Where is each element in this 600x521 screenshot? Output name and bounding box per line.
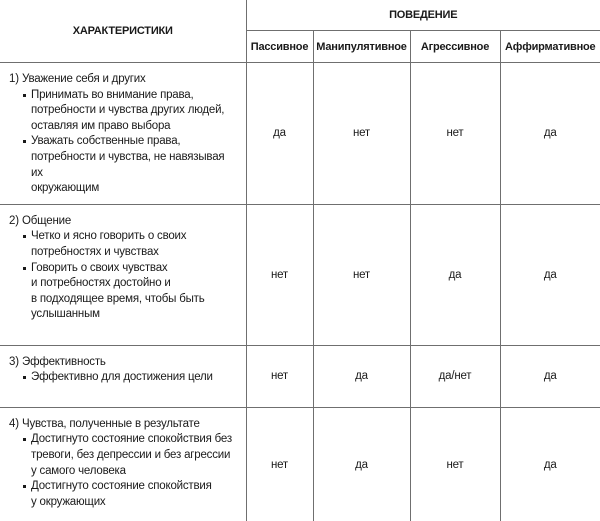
bullet-item: Принимать во внимание права, потребности и чувства других людей, оставляя им право выбора (22, 88, 238, 135)
characteristic-number: 2) (9, 214, 19, 227)
characteristic-title (9, 417, 238, 433)
value-cell: нет (313, 63, 410, 205)
value-cell: нет (246, 345, 313, 407)
value-cell: да (410, 204, 500, 345)
characteristic-bullets (9, 370, 238, 386)
column-header-passive: Пассивное (246, 31, 313, 63)
characteristic-cell (0, 407, 246, 521)
value-cell: да (246, 63, 313, 205)
value-cell: нет (410, 63, 500, 205)
characteristic-title (9, 214, 238, 230)
value-cell: да (500, 204, 600, 345)
table-row (0, 407, 600, 521)
characteristic-number: 4) (9, 417, 19, 430)
bullet-item: Эффективно для достижения цели (22, 370, 238, 386)
characteristic-title-text: Уважение себя и других (22, 73, 146, 85)
column-header-manipulative: Манипулятивное (313, 31, 410, 63)
value-cell: да (500, 345, 600, 407)
bullet-item: Четко и ясно говорить о своих потребностях и чувствах (22, 229, 238, 260)
value-cell: да (500, 63, 600, 205)
bullet-item: Достигнуто состояние спокойствия без тревоги, без депрессии и без агрессии у самого человека (22, 432, 238, 479)
table-row (0, 345, 600, 407)
bullet-item: Уважать собственные права, потребности и чувства, не навязывая их окружающим (22, 134, 238, 196)
column-header-aggressive: Агрессивное (410, 31, 500, 63)
value-cell: нет (246, 407, 313, 521)
characteristic-number: 3) (9, 355, 19, 368)
value-cell: да (500, 407, 600, 521)
characteristic-title-text: Общение (22, 214, 72, 227)
behavior-header: ПОВЕДЕНИЕ (246, 0, 600, 31)
characteristic-cell (0, 63, 246, 205)
value-cell: да (313, 345, 410, 407)
value-cell: нет (410, 407, 500, 521)
value-cell: да/нет (410, 345, 500, 407)
characteristic-bullets (9, 229, 238, 323)
characteristic-title (9, 355, 238, 371)
characteristic-cell (0, 204, 246, 345)
value-cell: нет (313, 204, 410, 345)
characteristic-title-text: Эффективность (22, 355, 106, 368)
bullet-item: Говорить о своих чувствах и потребностях достойно и в подходящее время, чтобы быть услышанным (22, 261, 238, 323)
characteristic-title-text: Чувства, полученные в результате (22, 417, 200, 430)
value-cell: нет (246, 204, 313, 345)
characteristic-cell (0, 345, 246, 407)
table-row (0, 63, 600, 205)
characteristics-header: ХАРАКТЕРИСТИКИ (0, 0, 246, 63)
characteristic-bullets (9, 432, 238, 510)
table-row (0, 204, 600, 345)
characteristic-number: 1) (9, 73, 19, 85)
bullet-item: Достигнуто состояние спокойствия у окружающих (22, 479, 238, 510)
characteristic-title (9, 72, 238, 88)
value-cell: да (313, 407, 410, 521)
column-header-assertive: Аффирмативное (500, 31, 600, 63)
characteristic-bullets (9, 88, 238, 197)
